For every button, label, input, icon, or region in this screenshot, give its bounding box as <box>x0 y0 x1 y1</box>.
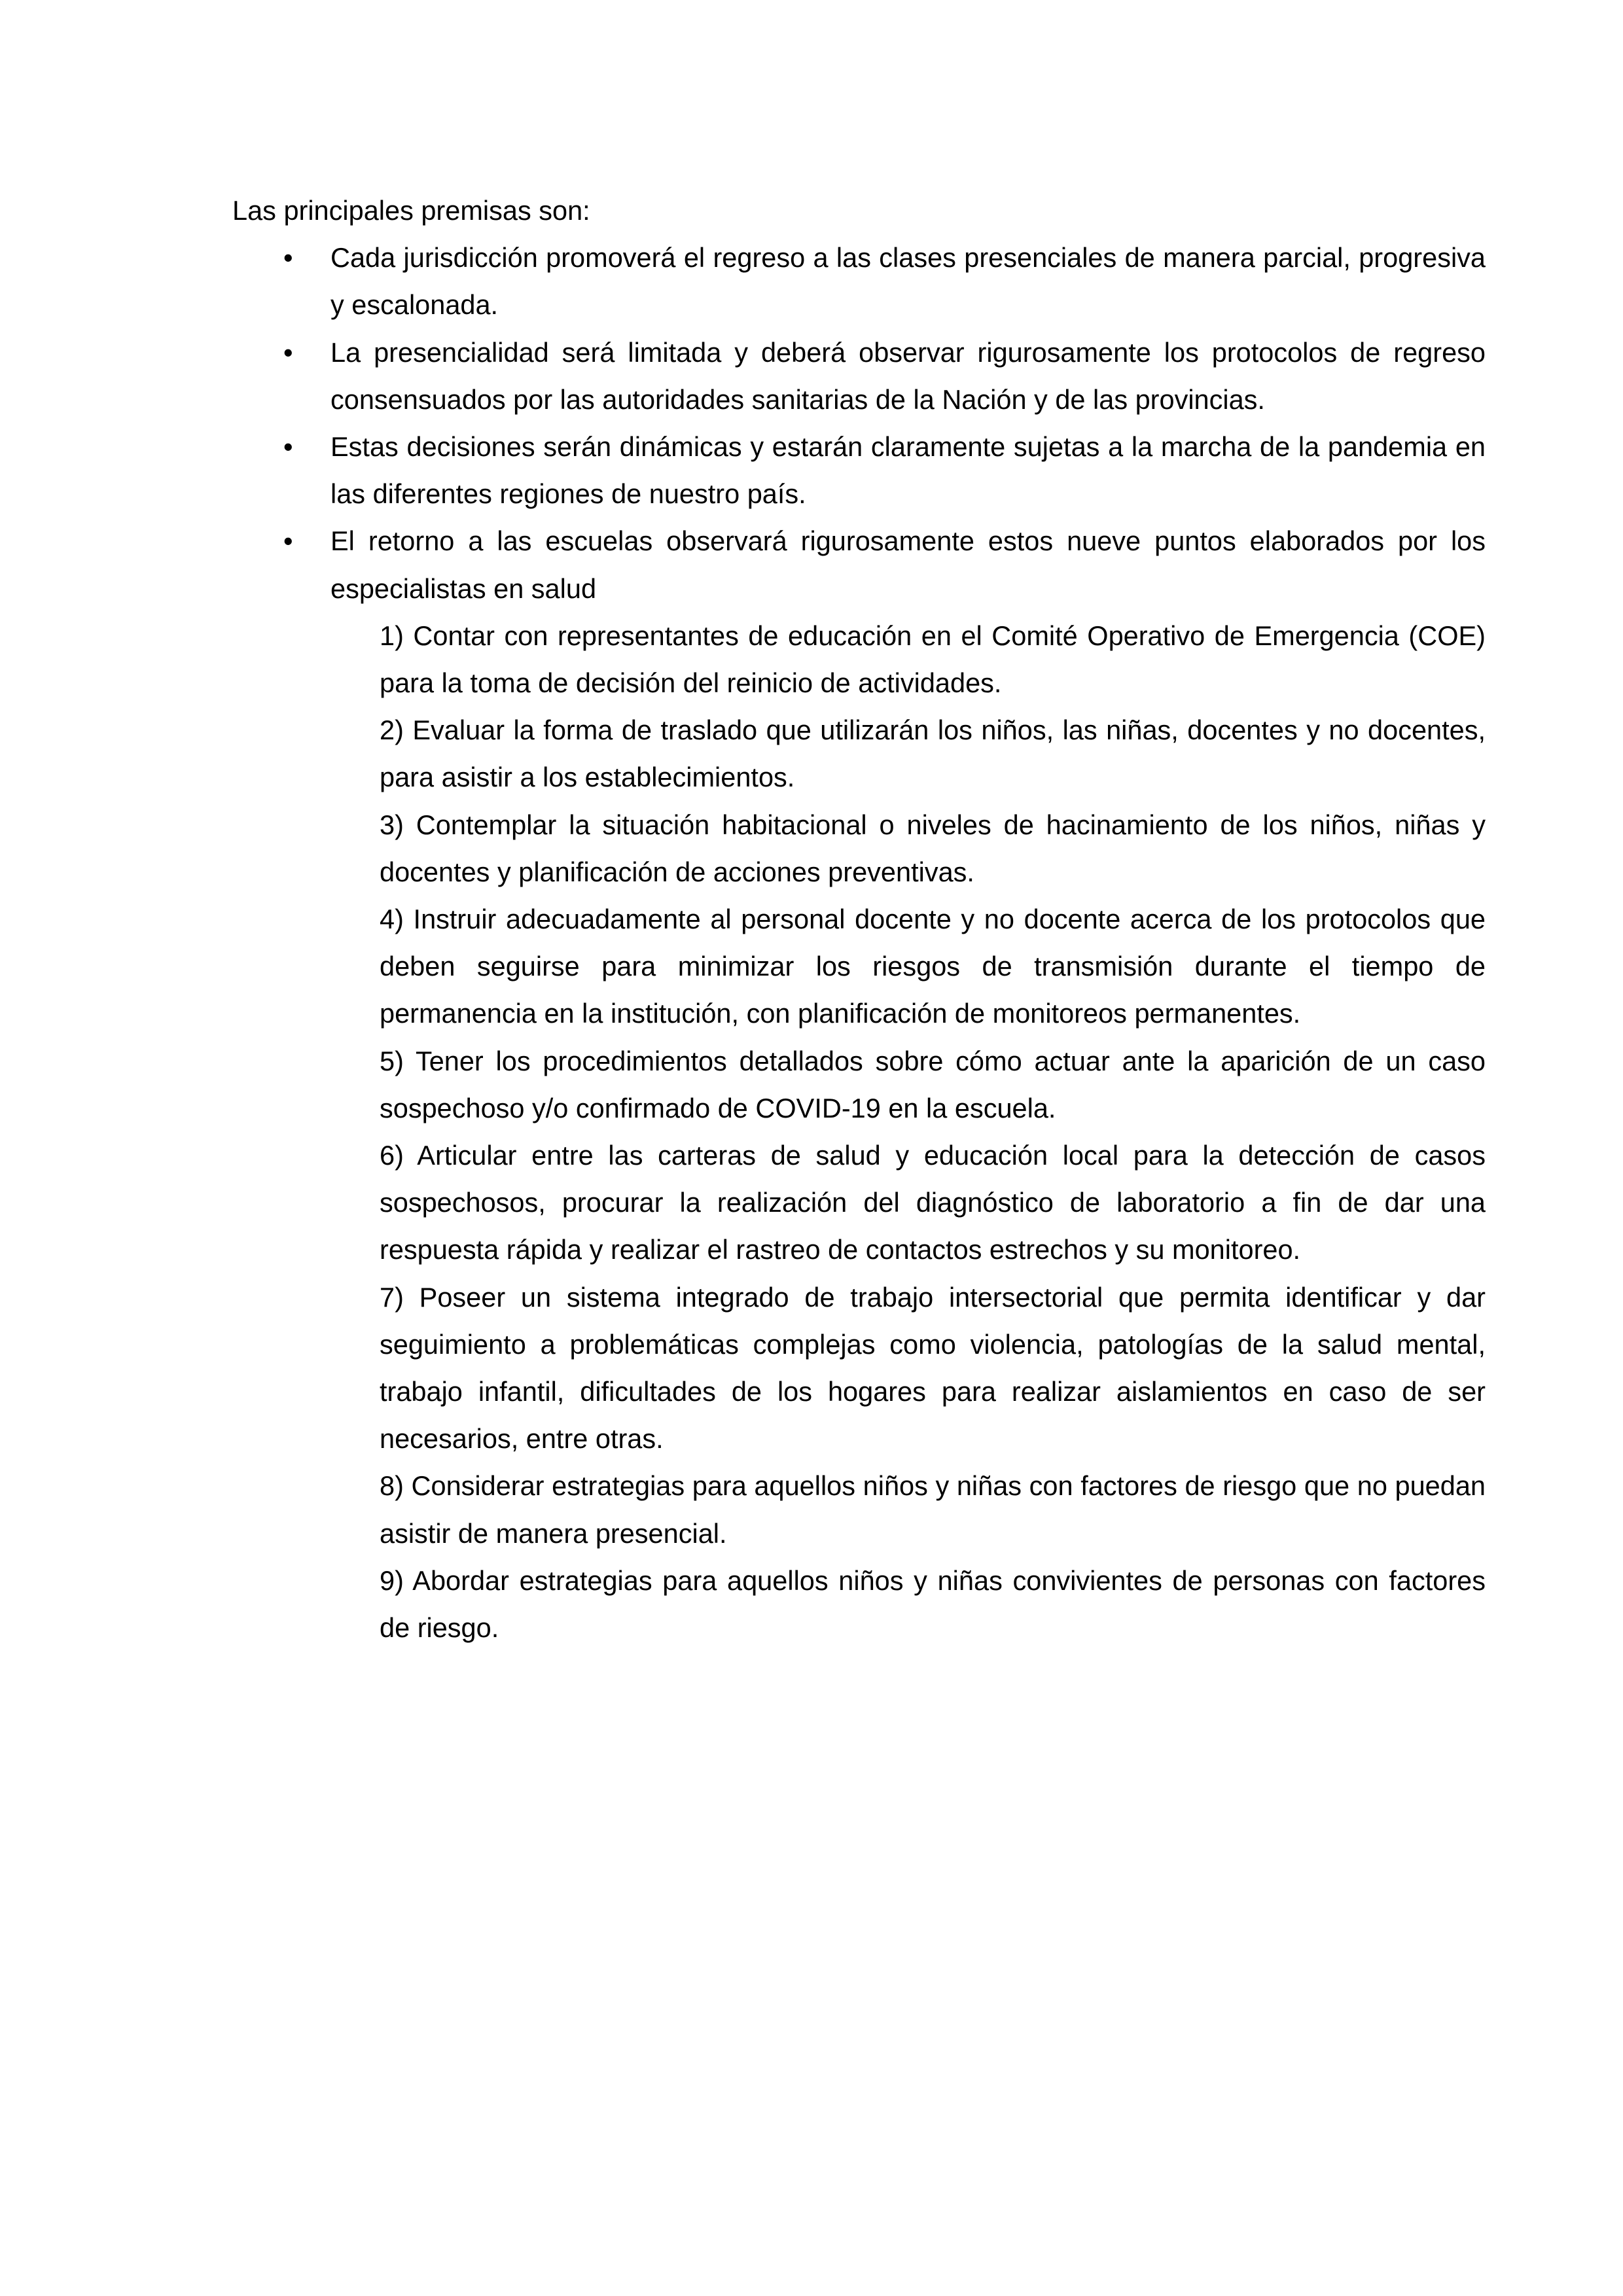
intro-paragraph: Las principales premisas son: <box>232 195 590 226</box>
premise-item <box>232 518 1486 612</box>
point-item: 6) Articular entre las carteras de salud y educación local para la detección de casos sospechosos, procurar la realización del diagnóstico de laboratorio a fin de dar una respuesta rápida y realizar el rastreo de contactos estrechos y su monitoreo. <box>380 1140 1486 1265</box>
premise-item <box>232 329 1486 423</box>
premise-item <box>232 234 1486 328</box>
point-item: 4) Instruir adecuadamente al personal docente y no docente acerca de los protocolos que deben seguirse para minimizar los riesgos de transmisión durante el tiempo de permanencia en la institución, con planificación de monitoreos permanentes. <box>380 904 1486 1029</box>
document-page <box>232 187 1486 1651</box>
point-item: 5) Tener los procedimientos detallados sobre cómo actuar ante la aparición de un caso sospechoso y/o confirmado de COVID-19 en la escuela. <box>380 1045 1486 1123</box>
point-item: 1) Contar con representantes de educación en el Comité Operativo de Emergencia (COE) para la toma de decisión del reinicio de actividades. <box>380 620 1486 699</box>
point-item: 8) Considerar estrategias para aquellos niños y niñas con factores de riesgo que no puedan asistir de manera presencial. <box>380 1470 1486 1549</box>
bullet-icon: • <box>283 242 293 274</box>
premise-text: La presencialidad será limitada y deberá observar rigurosamente los protocolos de regreso consensuados por las autoridades sanitarias de la Nación y de las provincias. <box>330 336 1486 415</box>
bullet-icon: • <box>283 525 293 557</box>
premise-text: El retorno a las escuelas observará rigurosamente estos nueve puntos elaborados por los especialistas en salud <box>330 525 1486 604</box>
point-item: 3) Contemplar la situación habitacional o niveles de hacinamiento de los niños, niñas y docentes y planificación de acciones preventivas. <box>380 809 1486 887</box>
premises-list <box>232 234 1486 612</box>
premise-item <box>232 423 1486 518</box>
point-item: 2) Evaluar la forma de traslado que utilizarán los niños, las niñas, docentes y no docentes, para asistir a los establecimientos. <box>380 715 1486 793</box>
premise-text: Cada jurisdicción promoverá el regreso a las clases presenciales de manera parcial, progresiva y escalonada. <box>330 242 1486 321</box>
premise-text: Estas decisiones serán dinámicas y estarán claramente sujetas a la marcha de la pandemia en las diferentes regiones de nuestro país. <box>330 431 1486 510</box>
point-item: 7) Poseer un sistema integrado de trabajo intersectorial que permita identificar y dar seguimiento a problemáticas complejas como violencia, patologías de la salud mental, trabajo infantil, dificultades de los hogares para realizar aislamientos en caso de ser necesarios, entre otras. <box>380 1281 1486 1455</box>
bullet-icon: • <box>283 431 293 463</box>
bullet-icon: • <box>283 336 293 368</box>
nine-points-list <box>232 612 1486 1651</box>
point-item: 9) Abordar estrategias para aquellos niños y niñas convivientes de personas con factores de riesgo. <box>380 1564 1486 1644</box>
